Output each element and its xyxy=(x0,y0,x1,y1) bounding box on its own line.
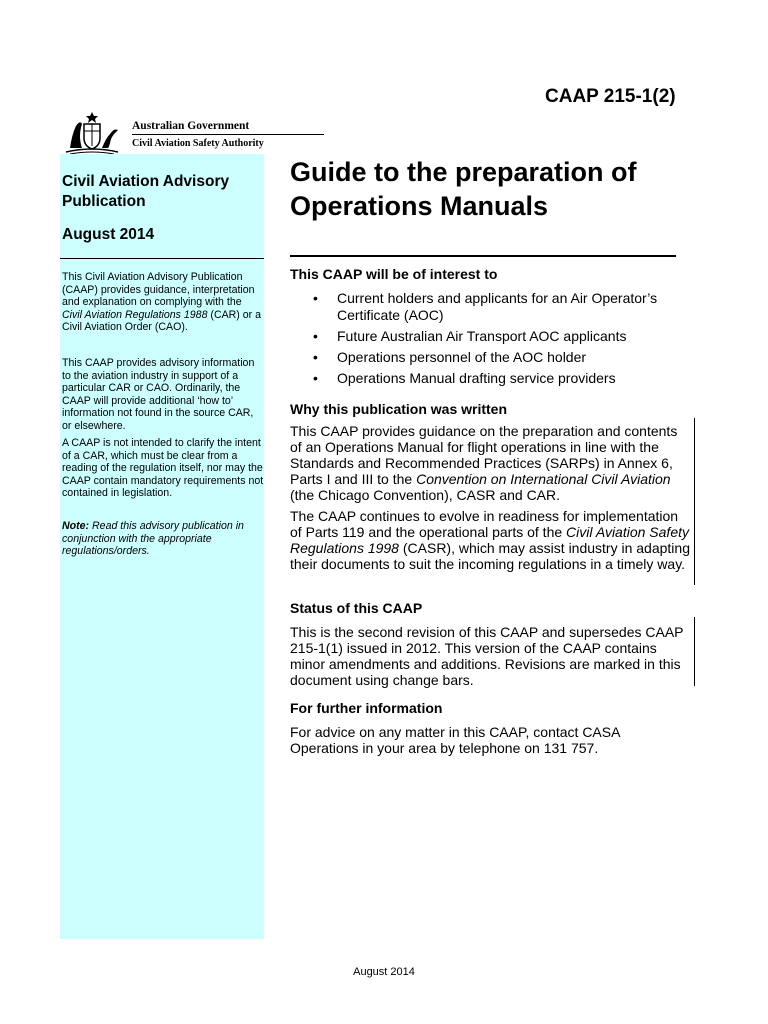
list-item: • Future Australian Air Transport AOC applicants xyxy=(313,327,627,344)
page-title: Guide to the preparation of Operations Manuals xyxy=(290,157,637,221)
logo-divider xyxy=(132,134,324,135)
title-divider xyxy=(290,255,676,257)
section-heading: This CAAP will be of interest to xyxy=(290,266,498,282)
coat-of-arms-icon xyxy=(62,110,122,156)
logo-agency-text: Civil Aviation Safety Authority xyxy=(132,138,264,149)
list-item: • Operations Manual drafting service providers xyxy=(313,369,616,386)
bullet-icon: • xyxy=(313,327,318,344)
sidebar-paragraph: This Civil Aviation Advisory Publication (CAAP) provides guidance, interpretation and explanation on complying with the Civil Aviation Regulations 1988 (CAR) or a Civil Aviation Order (CAO). xyxy=(62,271,262,333)
list-item: • Current holders and applicants for an Air Operator’s Certificate (AOC) xyxy=(313,290,658,323)
bullet-icon: • xyxy=(313,290,318,306)
logo-government-text: Australian Government xyxy=(132,120,250,132)
page-footer: August 2014 xyxy=(353,966,415,978)
body-paragraph: This is the second revision of this CAAP and supersedes CAAP 215-1(1) issued in 2012. This version of the CAAP contains minor amendments and additions. Revisions are marked in this document using change bars. xyxy=(290,624,684,688)
audience-list xyxy=(313,290,693,391)
bullet-icon: • xyxy=(313,369,318,386)
section-heading: Why this publication was written xyxy=(290,401,508,417)
change-bar xyxy=(694,418,695,585)
change-bar xyxy=(694,617,695,686)
section-heading: For further information xyxy=(290,700,443,716)
sidebar-note: Note: Read this advisory publication in conjunction with the appropriate regulations/orders. xyxy=(62,520,244,557)
publication-date: August 2014 xyxy=(62,226,155,243)
agency-logo xyxy=(62,110,267,156)
list-item: • Operations personnel of the AOC holder xyxy=(313,348,587,365)
sidebar-paragraph: This CAAP provides advisory information to the aviation industry in support of a particular CAR or CAO. Ordinarily, the CAAP will provide additional ‘how to’ information not found in the source CAR, or elsewhere. xyxy=(62,357,255,432)
sidebar-paragraph: A CAAP is not intended to clarify the intent of a CAR, which must be clear from a reading of the regulation itself, nor may the CAAP contain mandatory requirements not contained in legislation. xyxy=(62,437,264,499)
section-heading: Status of this CAAP xyxy=(290,600,423,616)
document-code: CAAP 215-1(2) xyxy=(545,86,676,107)
publication-type: Civil Aviation Advisory Publication xyxy=(62,173,230,210)
sidebar-divider xyxy=(60,258,264,259)
bullet-icon: • xyxy=(313,348,318,365)
body-paragraph: For advice on any matter in this CAAP, contact CASA Operations in your area by telephone on 131 757. xyxy=(290,724,620,756)
body-paragraph: The CAAP continues to evolve in readiness for implementation of Parts 119 and the operational parts of the Civil Aviation Safety Regulations 1998 (CASR), which may assist industry in adapting their documents to suit the incoming regulations in a timely way. xyxy=(290,508,690,572)
body-paragraph: This CAAP provides guidance on the preparation and contents of an Operations Manual for flight operations in line with the Standards and Recommended Practices (SARPs) in Annex 6, Parts I and III to the Convention on International Civil Aviation (the Chicago Convention), CASR and CAR. xyxy=(290,423,678,503)
